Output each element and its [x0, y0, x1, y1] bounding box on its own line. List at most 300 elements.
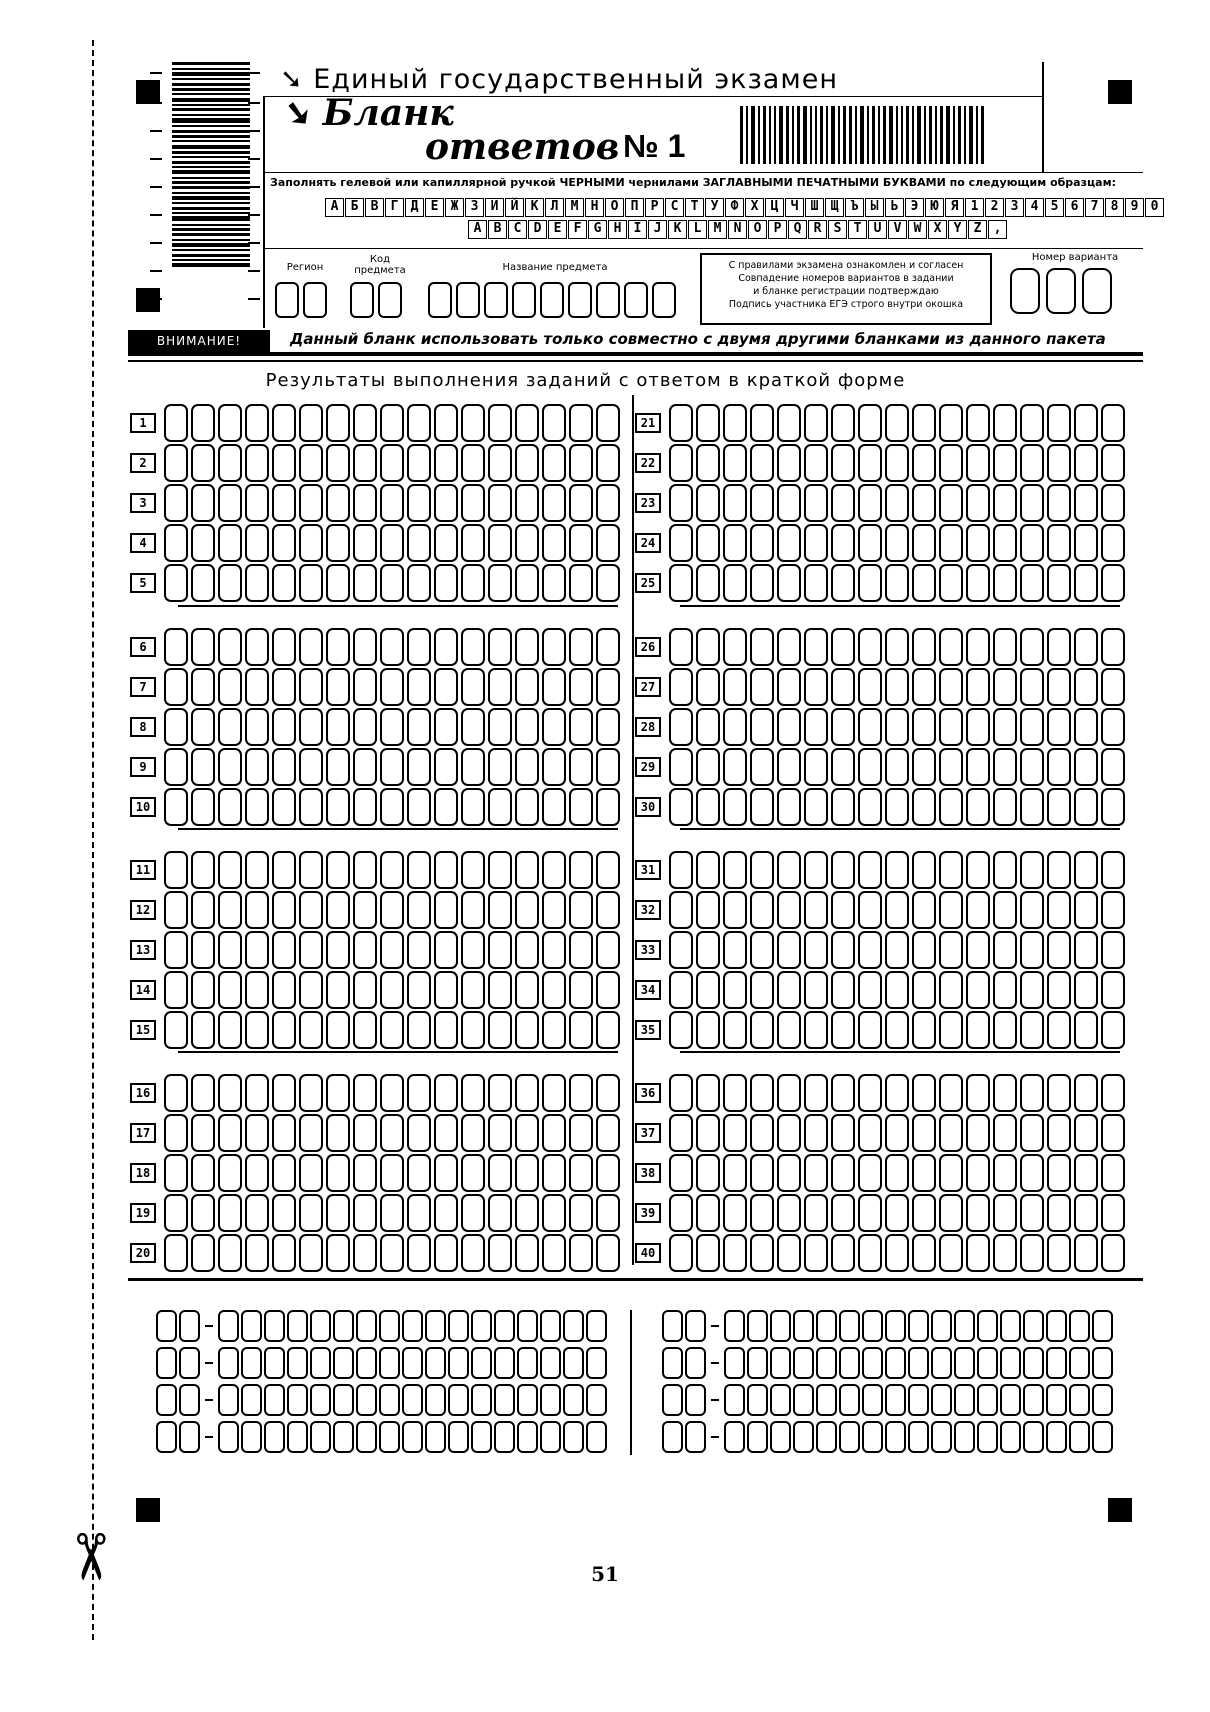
answer-cell[interactable] — [696, 1154, 720, 1192]
answer-cell[interactable] — [696, 788, 720, 826]
answer-cell[interactable] — [191, 708, 215, 746]
answer-cell[interactable] — [777, 484, 801, 522]
answer-cell[interactable] — [669, 444, 693, 482]
answer-cell[interactable] — [966, 404, 990, 442]
answer-cell[interactable] — [542, 788, 566, 826]
answer-cell[interactable] — [912, 851, 936, 889]
replacement-answer-cell[interactable] — [839, 1347, 860, 1379]
answer-cell[interactable] — [723, 1194, 747, 1232]
answer-cell[interactable] — [434, 1154, 458, 1192]
answer-cell[interactable] — [966, 708, 990, 746]
answer-cell[interactable] — [164, 1114, 188, 1152]
answer-cell[interactable] — [966, 788, 990, 826]
replacement-answer-cell[interactable] — [839, 1310, 860, 1342]
answer-cell[interactable] — [912, 788, 936, 826]
answer-cell[interactable] — [515, 524, 539, 562]
answer-cell[interactable] — [596, 931, 620, 969]
answer-cell[interactable] — [380, 931, 404, 969]
answer-cell[interactable] — [1047, 708, 1071, 746]
answer-cell[interactable] — [912, 1114, 936, 1152]
answer-cell[interactable] — [218, 444, 242, 482]
answer-cell[interactable] — [885, 668, 909, 706]
answer-cell[interactable] — [542, 668, 566, 706]
answer-cell[interactable] — [299, 1194, 323, 1232]
subject-name-cell[interactable] — [652, 282, 676, 318]
answer-cell[interactable] — [434, 788, 458, 826]
replacement-answer-cell[interactable] — [1069, 1384, 1090, 1416]
replacement-row[interactable] — [662, 1347, 1113, 1379]
answer-cell[interactable] — [669, 788, 693, 826]
answer-cell[interactable] — [326, 524, 350, 562]
answer-cell[interactable] — [380, 668, 404, 706]
answer-cell[interactable] — [750, 524, 774, 562]
replacement-answer-cell[interactable] — [517, 1421, 538, 1453]
replacement-task-cell[interactable] — [179, 1384, 200, 1416]
answer-cell[interactable] — [669, 668, 693, 706]
answer-cells[interactable] — [164, 851, 620, 889]
answer-cell[interactable] — [912, 708, 936, 746]
answer-cell[interactable] — [1047, 1234, 1071, 1272]
answer-cell[interactable] — [326, 971, 350, 1009]
answer-cell[interactable] — [245, 931, 269, 969]
answer-cell[interactable] — [966, 1011, 990, 1049]
answer-cells[interactable] — [164, 668, 620, 706]
answer-cell[interactable] — [723, 668, 747, 706]
answer-cell[interactable] — [804, 891, 828, 929]
replacement-answer-cell[interactable] — [287, 1310, 308, 1342]
answer-cell[interactable] — [804, 628, 828, 666]
answer-cell[interactable] — [1020, 931, 1044, 969]
answer-cell[interactable] — [272, 524, 296, 562]
answer-cells[interactable] — [669, 564, 1125, 602]
replacement-answer-cell[interactable] — [770, 1384, 791, 1416]
replacement-answer-cell[interactable] — [333, 1347, 354, 1379]
replacement-answer-cell[interactable] — [563, 1421, 584, 1453]
answer-cell[interactable] — [1101, 1234, 1125, 1272]
answer-cell[interactable] — [164, 628, 188, 666]
answer-cells[interactable] — [164, 748, 620, 786]
replacement-answer-cell[interactable] — [379, 1421, 400, 1453]
answer-cell[interactable] — [515, 564, 539, 602]
answer-cell[interactable] — [831, 628, 855, 666]
answer-cell[interactable] — [218, 484, 242, 522]
answer-cell[interactable] — [804, 668, 828, 706]
answer-cell[interactable] — [804, 708, 828, 746]
answer-cells[interactable] — [164, 484, 620, 522]
answer-cell[interactable] — [434, 851, 458, 889]
replacement-answer-cell[interactable] — [885, 1421, 906, 1453]
answer-cell[interactable] — [461, 1114, 485, 1152]
answer-cell[interactable] — [353, 851, 377, 889]
answer-cell[interactable] — [299, 1154, 323, 1192]
answer-cell[interactable] — [669, 1011, 693, 1049]
answer-cell[interactable] — [461, 851, 485, 889]
replacement-answer-cell[interactable] — [563, 1384, 584, 1416]
answer-cell[interactable] — [696, 564, 720, 602]
replacement-answer-cell[interactable] — [218, 1384, 239, 1416]
replacement-answer-cell[interactable] — [862, 1347, 883, 1379]
answer-cell[interactable] — [831, 1074, 855, 1112]
replacement-task-cell[interactable] — [179, 1347, 200, 1379]
replacement-task-cell[interactable] — [662, 1310, 683, 1342]
answer-cell[interactable] — [831, 748, 855, 786]
answer-cell[interactable] — [1101, 1011, 1125, 1049]
answer-cell[interactable] — [272, 708, 296, 746]
answer-cell[interactable] — [515, 1234, 539, 1272]
answer-cell[interactable] — [750, 891, 774, 929]
answer-cell[interactable] — [218, 931, 242, 969]
answer-cell[interactable] — [858, 891, 882, 929]
replacement-answer-cell[interactable] — [862, 1384, 883, 1416]
answer-cell[interactable] — [669, 564, 693, 602]
answer-cell[interactable] — [669, 1154, 693, 1192]
answer-cell[interactable] — [326, 748, 350, 786]
answer-cell[interactable] — [804, 484, 828, 522]
answer-cell[interactable] — [912, 748, 936, 786]
answer-cell[interactable] — [191, 1011, 215, 1049]
answer-cell[interactable] — [191, 851, 215, 889]
answer-cell[interactable] — [272, 971, 296, 1009]
answer-cells[interactable] — [669, 668, 1125, 706]
answer-cell[interactable] — [434, 404, 458, 442]
answer-cell[interactable] — [245, 891, 269, 929]
answer-cell[interactable] — [1020, 891, 1044, 929]
answer-cell[interactable] — [191, 444, 215, 482]
answer-cell[interactable] — [434, 444, 458, 482]
replacement-answer-cell[interactable] — [885, 1347, 906, 1379]
replacement-answer-cell[interactable] — [931, 1347, 952, 1379]
answer-cell[interactable] — [993, 484, 1017, 522]
answer-cell[interactable] — [804, 1074, 828, 1112]
answer-cell[interactable] — [164, 668, 188, 706]
answer-cell[interactable] — [993, 1114, 1017, 1152]
answer-cell[interactable] — [272, 444, 296, 482]
answer-cell[interactable] — [669, 748, 693, 786]
answer-cell[interactable] — [407, 1194, 431, 1232]
answer-cell[interactable] — [515, 1074, 539, 1112]
replacement-task-cell[interactable] — [685, 1347, 706, 1379]
replacement-answer-cell[interactable] — [540, 1310, 561, 1342]
answer-cell[interactable] — [750, 748, 774, 786]
answer-cell[interactable] — [1101, 628, 1125, 666]
answer-cell[interactable] — [669, 891, 693, 929]
replacement-answer-cell[interactable] — [310, 1421, 331, 1453]
answer-cell[interactable] — [912, 524, 936, 562]
answer-cell[interactable] — [858, 708, 882, 746]
answer-cells[interactable] — [669, 931, 1125, 969]
answer-cell[interactable] — [326, 444, 350, 482]
replacement-answer-cell[interactable] — [586, 1310, 607, 1342]
answer-cell[interactable] — [696, 628, 720, 666]
answer-cell[interactable] — [939, 1234, 963, 1272]
replacement-answer-cell[interactable] — [425, 1347, 446, 1379]
answer-cell[interactable] — [542, 851, 566, 889]
answer-cell[interactable] — [1020, 1194, 1044, 1232]
answer-cell[interactable] — [939, 524, 963, 562]
answer-cell[interactable] — [434, 971, 458, 1009]
answer-cell[interactable] — [885, 708, 909, 746]
answer-cell[interactable] — [407, 564, 431, 602]
answer-cell[interactable] — [218, 708, 242, 746]
answer-cell[interactable] — [245, 1234, 269, 1272]
answer-cell[interactable] — [380, 444, 404, 482]
replacement-answer-cell[interactable] — [471, 1310, 492, 1342]
answer-cell[interactable] — [1020, 404, 1044, 442]
answer-cell[interactable] — [885, 1234, 909, 1272]
answer-cell[interactable] — [723, 444, 747, 482]
answer-cell[interactable] — [596, 1114, 620, 1152]
answer-cell[interactable] — [218, 1234, 242, 1272]
answer-cell[interactable] — [245, 708, 269, 746]
answer-cell[interactable] — [461, 891, 485, 929]
replacement-answer-cell[interactable] — [724, 1421, 745, 1453]
answer-cell[interactable] — [353, 788, 377, 826]
answer-cell[interactable] — [461, 931, 485, 969]
answer-cells[interactable] — [669, 891, 1125, 929]
answer-cell[interactable] — [353, 1194, 377, 1232]
answer-cell[interactable] — [245, 668, 269, 706]
answer-cell[interactable] — [515, 1194, 539, 1232]
answer-cell[interactable] — [407, 1234, 431, 1272]
answer-cells[interactable] — [669, 1194, 1125, 1232]
answer-cell[interactable] — [1074, 1074, 1098, 1112]
answer-cells[interactable] — [164, 1194, 620, 1232]
answer-cell[interactable] — [272, 931, 296, 969]
answer-cell[interactable] — [1047, 628, 1071, 666]
answer-cell[interactable] — [218, 564, 242, 602]
answer-cells[interactable] — [669, 851, 1125, 889]
answer-cell[interactable] — [380, 1154, 404, 1192]
answer-cell[interactable] — [596, 851, 620, 889]
answer-cell[interactable] — [488, 444, 512, 482]
answer-cell[interactable] — [272, 1074, 296, 1112]
answer-cell[interactable] — [1020, 484, 1044, 522]
answer-cell[interactable] — [696, 484, 720, 522]
answer-cell[interactable] — [966, 1234, 990, 1272]
answer-cell[interactable] — [993, 1234, 1017, 1272]
answer-cells[interactable] — [164, 708, 620, 746]
replacement-answer-cell[interactable] — [540, 1347, 561, 1379]
answer-cells[interactable] — [669, 1234, 1125, 1272]
answer-cell[interactable] — [461, 1154, 485, 1192]
answer-cell[interactable] — [542, 748, 566, 786]
answer-cell[interactable] — [299, 1011, 323, 1049]
replacement-answer-cell[interactable] — [494, 1421, 515, 1453]
replacement-answer-cell[interactable] — [1023, 1384, 1044, 1416]
answer-cell[interactable] — [218, 668, 242, 706]
answer-cell[interactable] — [299, 851, 323, 889]
answer-cell[interactable] — [569, 404, 593, 442]
answer-cell[interactable] — [245, 484, 269, 522]
answer-cell[interactable] — [831, 1154, 855, 1192]
answer-cell[interactable] — [885, 788, 909, 826]
answer-cell[interactable] — [353, 668, 377, 706]
answer-cell[interactable] — [434, 668, 458, 706]
answer-cells[interactable] — [669, 748, 1125, 786]
answer-cell[interactable] — [542, 971, 566, 1009]
answer-cell[interactable] — [164, 404, 188, 442]
replacement-answer-cell[interactable] — [862, 1310, 883, 1342]
answer-cell[interactable] — [696, 1074, 720, 1112]
answer-cell[interactable] — [326, 1154, 350, 1192]
answer-cell[interactable] — [723, 748, 747, 786]
replacement-answer-cell[interactable] — [1023, 1347, 1044, 1379]
replacement-answer-cell[interactable] — [333, 1384, 354, 1416]
replacement-answer-cell[interactable] — [310, 1347, 331, 1379]
answer-cell[interactable] — [1020, 1074, 1044, 1112]
answer-cell[interactable] — [831, 708, 855, 746]
answer-cell[interactable] — [461, 1011, 485, 1049]
answer-cell[interactable] — [461, 668, 485, 706]
answer-cell[interactable] — [1101, 668, 1125, 706]
answer-cell[interactable] — [939, 668, 963, 706]
answer-cell[interactable] — [164, 564, 188, 602]
answer-cell[interactable] — [831, 484, 855, 522]
answer-cell[interactable] — [380, 788, 404, 826]
replacement-answer-cell[interactable] — [448, 1310, 469, 1342]
answer-cell[interactable] — [515, 444, 539, 482]
answer-cell[interactable] — [939, 851, 963, 889]
answer-cell[interactable] — [164, 1011, 188, 1049]
answer-cell[interactable] — [272, 484, 296, 522]
answer-cell[interactable] — [542, 484, 566, 522]
replacement-answer-cell[interactable] — [724, 1347, 745, 1379]
answer-cell[interactable] — [1101, 564, 1125, 602]
answer-cell[interactable] — [993, 668, 1017, 706]
answer-cell[interactable] — [1047, 668, 1071, 706]
replacement-answer-cell[interactable] — [1069, 1421, 1090, 1453]
answer-cell[interactable] — [596, 524, 620, 562]
answer-cell[interactable] — [434, 708, 458, 746]
subject-name-cell[interactable] — [484, 282, 508, 318]
answer-cell[interactable] — [885, 971, 909, 1009]
answer-cell[interactable] — [542, 1011, 566, 1049]
answer-cell[interactable] — [569, 1074, 593, 1112]
replacement-answer-cell[interactable] — [264, 1384, 285, 1416]
answer-cell[interactable] — [804, 1234, 828, 1272]
answer-cell[interactable] — [831, 444, 855, 482]
answer-cell[interactable] — [515, 404, 539, 442]
answer-cell[interactable] — [966, 1114, 990, 1152]
answer-cell[interactable] — [885, 1011, 909, 1049]
variant-field[interactable] — [1010, 268, 1112, 314]
answer-cell[interactable] — [542, 524, 566, 562]
answer-cell[interactable] — [1074, 1154, 1098, 1192]
answer-cells[interactable] — [164, 788, 620, 826]
answer-cell[interactable] — [218, 1154, 242, 1192]
answer-cell[interactable] — [750, 971, 774, 1009]
answer-cell[interactable] — [669, 484, 693, 522]
answer-cell[interactable] — [885, 444, 909, 482]
answer-cell[interactable] — [939, 564, 963, 602]
answer-cell[interactable] — [939, 404, 963, 442]
replacement-answer-cell[interactable] — [954, 1384, 975, 1416]
answer-cell[interactable] — [218, 628, 242, 666]
answer-cell[interactable] — [596, 971, 620, 1009]
answer-cell[interactable] — [245, 1114, 269, 1152]
answer-cell[interactable] — [272, 404, 296, 442]
subject-name-field[interactable] — [428, 282, 676, 318]
answer-cell[interactable] — [669, 1194, 693, 1232]
replacement-row[interactable] — [156, 1310, 607, 1342]
answer-cell[interactable] — [777, 971, 801, 1009]
answer-cell[interactable] — [669, 1114, 693, 1152]
answer-cell[interactable] — [804, 851, 828, 889]
replacement-answer-cell[interactable] — [977, 1310, 998, 1342]
answer-cell[interactable] — [939, 788, 963, 826]
answer-cell[interactable] — [353, 484, 377, 522]
replacement-answer-cell[interactable] — [954, 1310, 975, 1342]
answer-cell[interactable] — [912, 628, 936, 666]
answer-cell[interactable] — [380, 404, 404, 442]
answer-cell[interactable] — [488, 1114, 512, 1152]
answer-cell[interactable] — [191, 668, 215, 706]
answer-cells[interactable] — [669, 1154, 1125, 1192]
answer-cell[interactable] — [993, 1194, 1017, 1232]
replacement-answer-cell[interactable] — [1046, 1384, 1067, 1416]
answer-cell[interactable] — [1020, 708, 1044, 746]
answer-cell[interactable] — [858, 628, 882, 666]
answer-cell[interactable] — [596, 891, 620, 929]
answer-cell[interactable] — [542, 1154, 566, 1192]
replacement-answer-cell[interactable] — [356, 1310, 377, 1342]
answer-cell[interactable] — [1047, 851, 1071, 889]
answer-cell[interactable] — [858, 851, 882, 889]
answer-cell[interactable] — [407, 1114, 431, 1152]
subject-name-cell[interactable] — [624, 282, 648, 318]
replacement-answer-cell[interactable] — [954, 1421, 975, 1453]
answer-cell[interactable] — [1047, 788, 1071, 826]
replacement-answer-cell[interactable] — [517, 1310, 538, 1342]
replacement-answer-cell[interactable] — [931, 1421, 952, 1453]
answer-cell[interactable] — [353, 971, 377, 1009]
answer-cell[interactable] — [831, 1234, 855, 1272]
answer-cell[interactable] — [596, 788, 620, 826]
answer-cell[interactable] — [380, 748, 404, 786]
answer-cell[interactable] — [326, 1234, 350, 1272]
answer-cell[interactable] — [993, 931, 1017, 969]
answer-cell[interactable] — [542, 1194, 566, 1232]
answer-cell[interactable] — [353, 564, 377, 602]
answer-cell[interactable] — [218, 524, 242, 562]
answer-cell[interactable] — [1101, 891, 1125, 929]
answer-cell[interactable] — [1101, 1074, 1125, 1112]
answer-cell[interactable] — [1101, 1114, 1125, 1152]
replacement-answer-cell[interactable] — [494, 1310, 515, 1342]
answer-cell[interactable] — [515, 668, 539, 706]
answer-cell[interactable] — [245, 628, 269, 666]
answer-cells[interactable] — [164, 1234, 620, 1272]
answer-cell[interactable] — [191, 1074, 215, 1112]
answer-cell[interactable] — [1020, 788, 1044, 826]
answer-cell[interactable] — [461, 788, 485, 826]
replacement-answer-cell[interactable] — [862, 1421, 883, 1453]
answer-cell[interactable] — [939, 1194, 963, 1232]
replacement-answer-cell[interactable] — [402, 1310, 423, 1342]
answer-cell[interactable] — [299, 891, 323, 929]
answer-cell[interactable] — [966, 971, 990, 1009]
answer-cell[interactable] — [164, 444, 188, 482]
answer-cell[interactable] — [326, 708, 350, 746]
answer-cell[interactable] — [353, 1114, 377, 1152]
answer-cell[interactable] — [380, 628, 404, 666]
replacement-answer-cell[interactable] — [1046, 1347, 1067, 1379]
answer-cell[interactable] — [569, 484, 593, 522]
replacement-answer-cell[interactable] — [1092, 1347, 1113, 1379]
answer-cell[interactable] — [461, 971, 485, 1009]
answer-cell[interactable] — [164, 1194, 188, 1232]
replacement-answer-cell[interactable] — [517, 1347, 538, 1379]
